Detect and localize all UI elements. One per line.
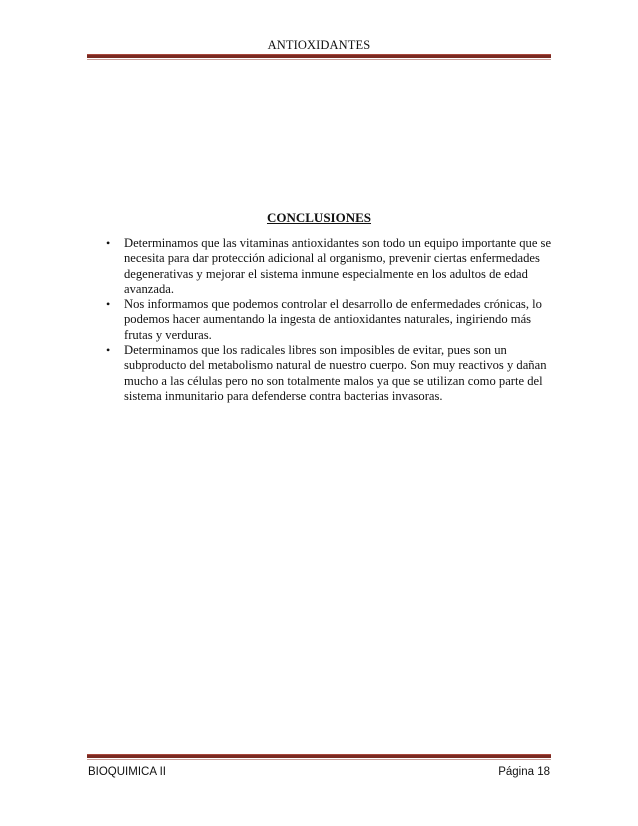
header-divider <box>87 54 551 58</box>
section-title: CONCLUSIONES <box>266 210 372 225</box>
page-header-title: ANTIOXIDANTES <box>267 38 371 52</box>
bullet-icon: • <box>106 297 111 312</box>
conclusion-item <box>100 297 560 343</box>
footer-course-name: BIOQUIMICA II <box>88 766 166 778</box>
conclusions-list <box>100 236 560 404</box>
conclusion-text: Nos informamos que podemos controlar el desarrollo de enfermedades crónicas, lo podemos hacer aumentando la ingesta de antioxidantes naturales, ingiriendo más frutas y verduras. <box>124 297 542 342</box>
bullet-icon: • <box>106 343 111 358</box>
bullet-icon: • <box>106 236 111 250</box>
conclusion-item <box>100 343 560 404</box>
header-divider-shadow <box>87 59 551 60</box>
conclusion-item <box>100 236 560 297</box>
footer-page-number: Página 18 <box>498 766 550 778</box>
footer-divider <box>87 754 551 758</box>
footer-divider-shadow <box>87 759 551 760</box>
conclusion-text: Determinamos que las vitaminas antioxidantes son todo un equipo importante que se necesita para dar protección adicional al organismo, prevenir ciertas enfermedades degenerativas y mejorar el sistema inmune especialmente en los adultos de edad avanzada. <box>124 236 552 296</box>
conclusion-text: Determinamos que los radicales libres son imposibles de evitar, pues son un subproducto del metabolismo natural de nuestro cuerpo. Son muy reactivos y dañan mucho a las células pero no son totalmente malos ya que se utilizan como parte del sistema inmunitario para defenderse contra bacterias invasoras. <box>124 343 547 403</box>
